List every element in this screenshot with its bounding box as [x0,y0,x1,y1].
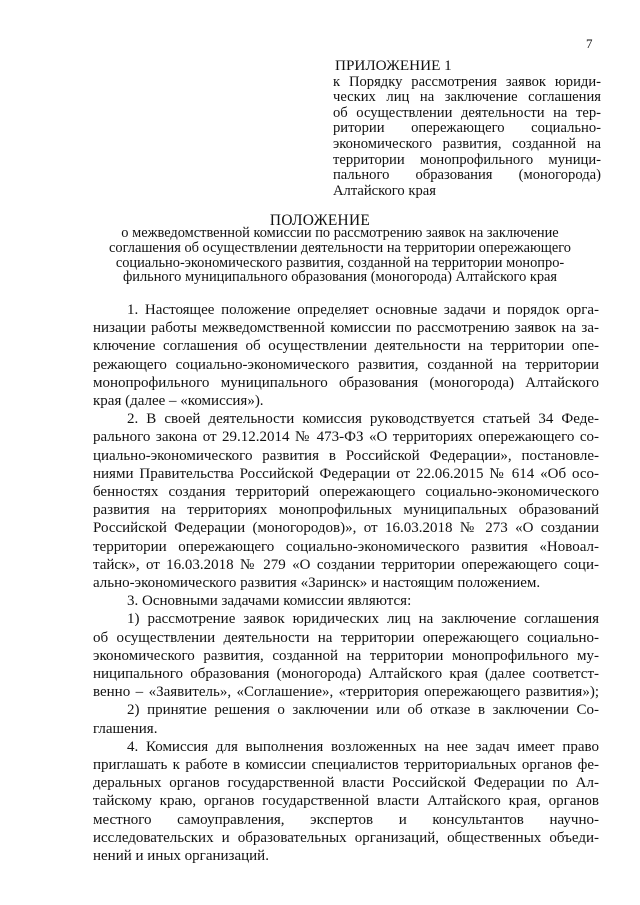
body-line: края (далее – «комиссия»). [93,393,264,410]
appendix-line: территории монопрофильного муници- [333,151,601,168]
appendix-line: пального образования (моногорода) [333,167,601,184]
subtitle-line: социально-экономического развития, созданной на территории монопро- [115,254,565,271]
appendix-line: ритории опережающего социально- [333,120,601,137]
body-line: приглашать к работе в комиссии специалистов территориальных органов фе- [93,757,599,774]
body-line: циально-экономического развития в Российской Федерации», постановле- [93,447,599,464]
body-line: венно – «Заявитель», «Соглашение», «территория опережающего развития»); [93,684,599,701]
page-number: 7 [586,36,593,51]
appendix-text [333,75,601,200]
body-line: нений и иных организаций. [93,848,269,865]
body-line: об осуществлении деятельности на территории опережающего социально- [93,629,599,646]
appendix-title: ПРИЛОЖЕНИЕ 1 [335,57,452,74]
body-line: территории опережающего социально-экономического развития «Новоал- [93,538,599,555]
subtitle-line: соглашения об осуществлении деятельности на территории опережающего [109,239,571,256]
body-line: ниями Правительства Российской Федерации от 22.06.2015 № 614 «Об осо- [93,465,599,482]
body-line: 2. В своей деятельности комиссия руководствуется статьей 34 Феде- [127,411,599,428]
body-line: тайскому краю, органов государственной власти Алтайского края, органов [93,793,599,810]
body-line: ниципального образования (моногорода) Алтайского края (далее соответст- [93,666,599,683]
body-line: рального закона от 29.12.2014 № 473-ФЗ «О территориях опережающего со- [93,429,599,446]
appendix-line: ческих лиц на заключение соглашения [333,89,601,106]
body-line: ключение соглашения об осуществлении деятельности на территории опе- [93,338,599,355]
appendix-line: к Порядку рассмотрения заявок юриди- [333,73,601,90]
body-line: 3. Основными задачами комиссии являются: [127,593,412,610]
body-line: местного самоуправления, экспертов и консультантов научно- [93,811,599,828]
body-line: экономического развития, созданной на территории монопрофильного му- [93,647,599,664]
body-line: развития на территориях монопрофильных муниципальных образований [93,502,599,519]
body-line: 4. Комиссия для выполнения возложенных на нее задач имеет право [127,738,599,755]
document-subtitle [80,226,600,285]
body-line: деральных органов государственной власти Российской Федерации по Ал- [93,775,599,792]
appendix-line: об осуществлении деятельности на тер- [333,104,601,121]
body-line: режающего социально-экономического развития, созданной на территории [93,356,599,373]
document-body [93,301,599,865]
body-line: глашения. [93,720,158,737]
body-line: исследовательских и образовательных организаций, общественных объеди- [93,829,599,846]
subtitle-line: фильного муниципального образования (моногорода) Алтайского края [122,269,558,286]
body-line: монопрофильного муниципального образования (моногорода) Алтайского [93,374,599,391]
body-line: низации работы межведомственной комиссии по рассмотрению заявок на за- [93,320,599,337]
appendix-line: Алтайского края [333,182,436,199]
subtitle-line: о межведомственной комиссии по рассмотрению заявок на заключение [121,225,559,241]
body-line: 2) принятие решения о заключении или об отказе в заключении Со- [127,702,599,719]
body-line: Российской Федерации (моногородов)», от 16.03.2018 № 273 «О создании [93,520,599,537]
appendix-block [333,58,601,199]
body-line: 1. Настоящее положение определяет основные задачи и порядок орга- [127,302,599,318]
appendix-line: экономического развития, созданной на [333,135,601,152]
body-line: бенностях создания территорий опережающего социально-экономического [93,484,599,501]
body-line: ально-экономического развития «Заринск» и настоящим положением. [93,575,541,592]
body-line: тайск», от 16.03.2018 № 279 «О создании территории опережающего соци- [93,556,599,573]
body-line: 1) рассмотрение заявок юридических лиц на заключение соглашения [127,611,599,628]
document-title: ПОЛОЖЕНИЕ [269,212,371,229]
